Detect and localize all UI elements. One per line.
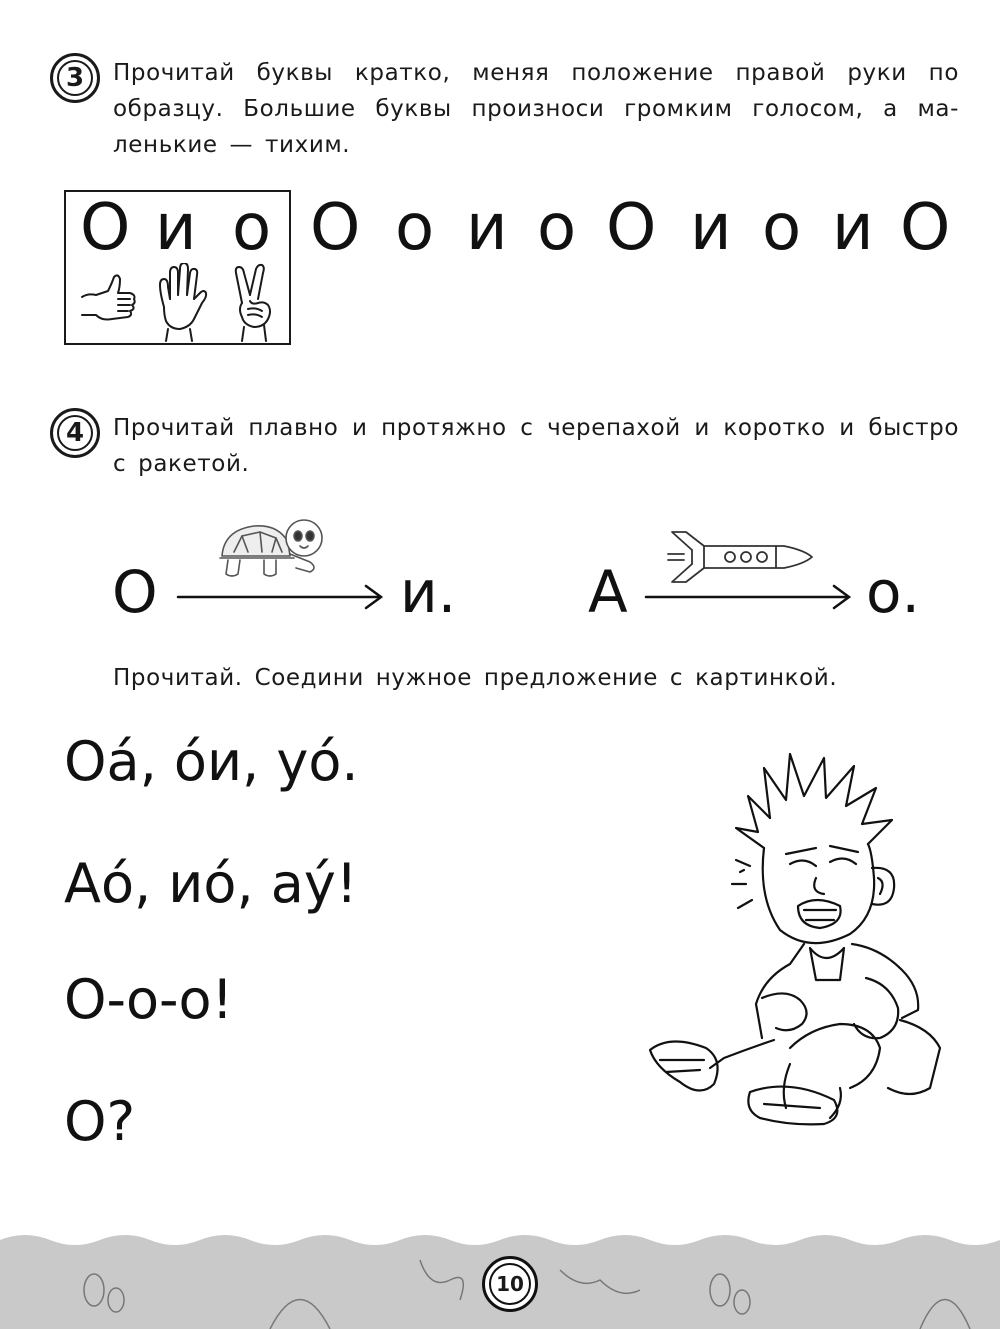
letter-small: и: [690, 191, 732, 265]
phrase[interactable]: О-о-о!: [64, 968, 234, 1031]
task-number-badge: [50, 53, 100, 103]
instruction-line: Прочитай буквы кратко, меняя положение правой руки по: [113, 60, 959, 86]
task-number: 3: [65, 63, 85, 93]
letter-small: о: [395, 191, 435, 265]
open-palm-hand-icon: [150, 263, 212, 343]
two-fingers-hand-icon: [228, 263, 278, 343]
sample-letter: О: [80, 191, 131, 265]
phrase[interactable]: Ао́, ио́, ау́!: [64, 852, 358, 915]
rocket-icon: [664, 530, 816, 584]
long-arrow-icon: [644, 582, 854, 612]
phrase[interactable]: О?: [64, 1090, 136, 1153]
instruction-line: с ракетой.: [113, 451, 250, 477]
letter-big: О: [900, 191, 951, 265]
start-letter: О: [112, 558, 158, 626]
letter-small: и: [832, 191, 874, 265]
end-letter: о.: [866, 558, 920, 626]
task-instruction: [113, 410, 959, 482]
sample-letter: и: [155, 191, 197, 265]
start-letter: А: [588, 558, 628, 626]
fist-thumb-hand-icon: [78, 263, 140, 333]
letter-small: и: [466, 191, 508, 265]
task-number: 4: [65, 418, 85, 448]
page-number-badge: [482, 1256, 538, 1312]
phrase[interactable]: Оа́, о́и, уо́.: [64, 730, 359, 793]
instruction-line: образцу. Большие буквы произноси громким голосом, а ма-: [113, 96, 959, 122]
letter-big: О: [310, 191, 361, 265]
instruction-line: ленькие — тихим.: [113, 132, 351, 158]
sub-instruction: Прочитай. Соедини нужное предложение с картинкой.: [113, 665, 838, 691]
long-arrow-icon: [176, 582, 386, 612]
letter-small: о: [762, 191, 802, 265]
turtle-icon: [214, 512, 326, 584]
page-number: 10: [496, 1272, 524, 1296]
crying-boy-icon[interactable]: [640, 748, 950, 1128]
end-letter: и.: [400, 558, 457, 626]
letter-big: О: [606, 191, 657, 265]
task-instruction: [113, 55, 959, 163]
letter-small: о: [537, 191, 577, 265]
instruction-line: Прочитай плавно и протяжно с черепахой и коротко и быстро: [113, 415, 959, 441]
task-number-badge: [50, 408, 100, 458]
sample-letter: о: [232, 191, 272, 265]
